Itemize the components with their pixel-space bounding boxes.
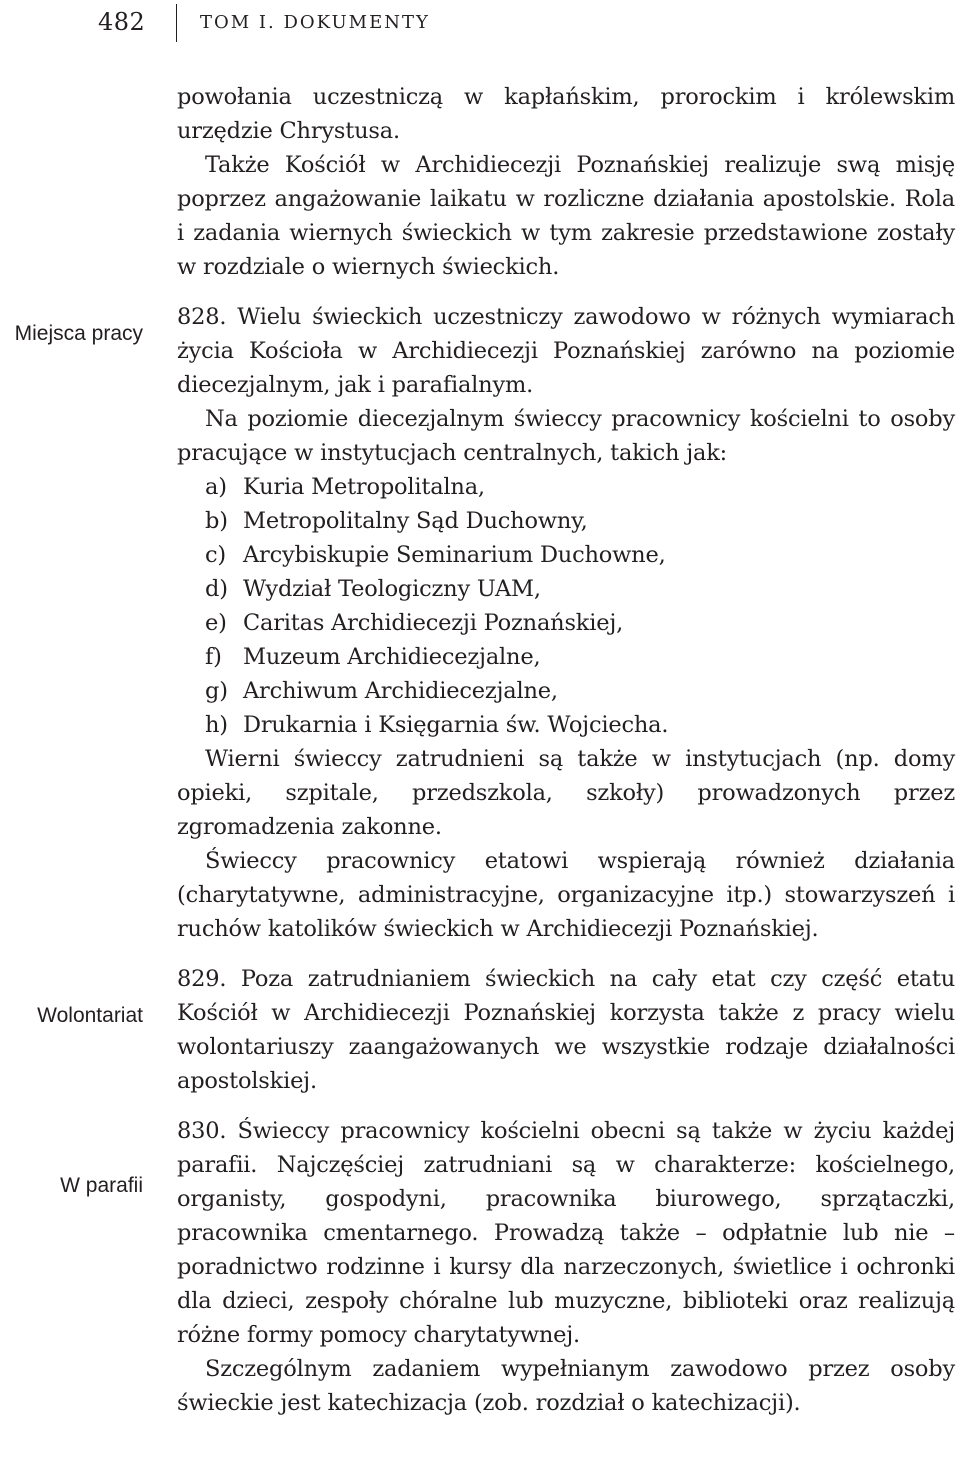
section-829-text: Poza zatrudnianiem świeckich na cały etat czy część etatu Kościół w Archidiecezji Poznańskiej korzysta także z pracy wielu wolontariuszy zaangażowanych we wszystkie rodzaje działalności apostolskiej. (177, 966, 956, 1094)
list-item (205, 504, 955, 538)
running-title: TOM I. DOKUMENTY (200, 12, 430, 33)
section-number: 830. (177, 1118, 227, 1144)
list-letter: b) (205, 508, 228, 534)
header-divider (176, 4, 177, 42)
list-item (205, 538, 955, 572)
list-letter: e) (205, 610, 227, 636)
section-828-text: Wielu świeckich uczestniczy zawodowo w różnych wymiarach życia Kościoła w Archidiecezji Poznańskiej zarówno na poziomie diecezjalnym, jak i parafialnym. (177, 304, 956, 398)
list-item (205, 674, 955, 708)
margin-note-miejsca-pracy: Miejsca pracy (14, 322, 143, 345)
list-item (205, 572, 955, 606)
margin-note-w-parafii: W parafii (60, 1174, 143, 1197)
section-830-text: Świeccy pracownicy kościelni obecni są także w życiu każdej parafii. Najczęściej zatrudniani są w charakterze: kościelnego, organisty, gospodyni, pracownika biurowego, sprzątaczki, pracownika cmentarnego. Prowadzą także – odpłatnie lub nie – poradnictwo rodzinne i kursy dla narzeczonych, świetlice i ochronki dla dzieci, zespoły chóralne lub muzyczne, biblioteki oraz realizują różne formy pomocy charytatywnej. (177, 1118, 956, 1348)
list-letter: f) (205, 644, 222, 670)
list-text: Kuria Metropolitalna, (243, 474, 485, 500)
list-letter: g) (205, 678, 228, 704)
list-text: Caritas Archidiecezji Poznańskiej, (243, 610, 624, 636)
main-text (177, 80, 955, 1420)
list-letter: c) (205, 542, 226, 568)
intro-paragraph-1: powołania uczestniczą w kapłańskim, prorockim i królewskim urzędzie Chrystusa. (177, 84, 955, 144)
list-item (205, 606, 955, 640)
list-text: Drukarnia i Księgarnia św. Wojciecha. (243, 712, 669, 738)
list-text: Wydział Teologiczny UAM, (243, 576, 541, 602)
list-text: Muzeum Archidiecezjalne, (243, 644, 541, 670)
list-text: Archiwum Archidiecezjalne, (243, 678, 558, 704)
institution-list (177, 470, 955, 742)
section-830 (177, 1114, 955, 1352)
section-830-paragraph-2: Szczególnym zadaniem wypełnianym zawodowo przez osoby świeckie jest katechizacja (zob. rozdział o katechizacji). (177, 1356, 955, 1416)
list-item (205, 470, 955, 504)
margin-note-wolontariat: Wolontariat (37, 1004, 143, 1027)
list-letter: a) (205, 474, 227, 500)
page-number: 482 (98, 8, 146, 36)
list-text: Metropolitalny Sąd Duchowny, (243, 508, 588, 534)
list-item (205, 708, 955, 742)
section-828 (177, 300, 955, 402)
section-828-paragraph-2: Na poziomie diecezjalnym świeccy pracownicy kościelni to osoby pracujące w instytucjach centralnych, takich jak: (177, 406, 955, 466)
page-header (0, 0, 960, 48)
list-text: Arcybiskupie Seminarium Duchowne, (243, 542, 666, 568)
section-828-paragraph-4: Świeccy pracownicy etatowi wspierają również działania (charytatywne, administracyjne, organizacyjne itp.) stowarzyszeń i ruchów katolików świeckich w Archidiecezji Poznańskiej. (177, 848, 955, 942)
list-letter: h) (205, 712, 228, 738)
section-828-paragraph-3: Wierni świeccy zatrudnieni są także w instytucjach (np. domy opieki, szpitale, przedszkola, szkoły) prowadzonych przez zgromadzenia zakonne. (177, 746, 955, 840)
list-letter: d) (205, 576, 228, 602)
section-829 (177, 962, 955, 1098)
section-number: 829. (177, 966, 227, 992)
intro-paragraph-2: Także Kościół w Archidiecezji Poznańskiej realizuje swą misję poprzez angażowanie laikatu w rozliczne działania apostolskie. Rola i zadania wiernych świeckich w tym zakresie przedstawione zostały w rozdziale o wiernych świeckich. (177, 152, 955, 280)
list-item (205, 640, 955, 674)
section-number: 828. (177, 304, 227, 330)
